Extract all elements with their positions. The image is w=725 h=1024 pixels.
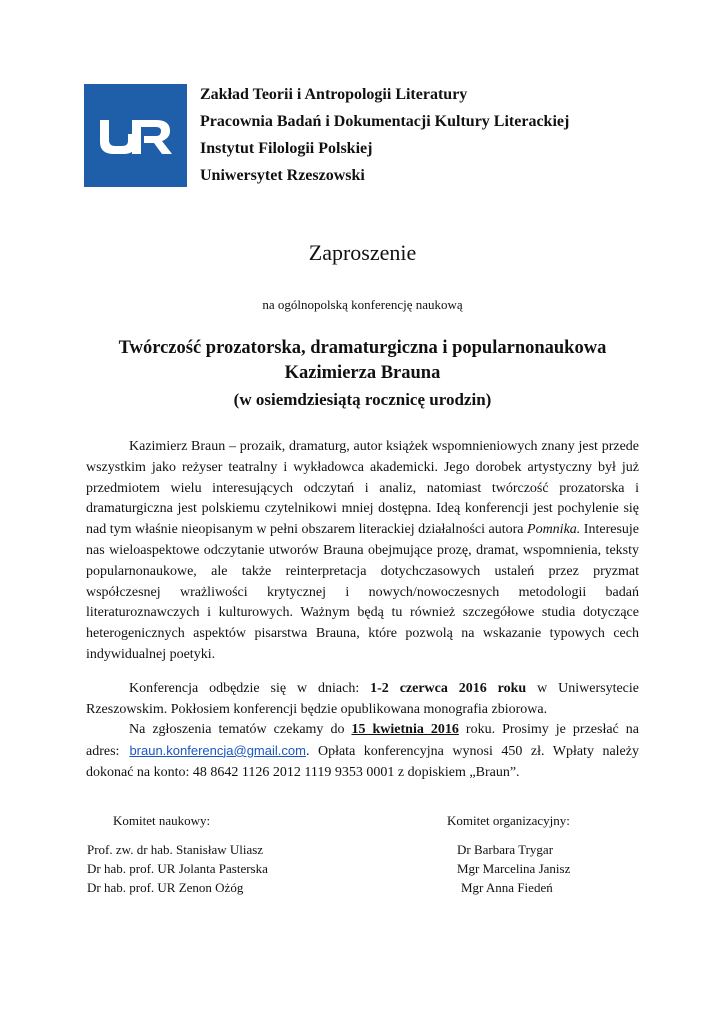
conference-date: 1-2 czerwca 2016 roku (370, 681, 527, 696)
date-text-before: Konferencja odbędzie się w dniach: (129, 681, 360, 696)
email-link[interactable]: braun.konferencja@gmail.com (129, 742, 306, 758)
organizing-member: Mgr Marcelina Janisz (457, 861, 571, 876)
intro-text-1: Kazimierz Braun – prozaik, dramaturg, autor książek wspomnieniowych znany jest przede wszystkim jako reżyser teatralny i wykładowca akademicki. Jego dorobek artystyczny był już przedmiotem wielu interesujących odczytań i analiz, natomiast twórczość prozatorska i dramaturgiczna jest polskiemu czytelnikowi mniej dostępna. Ideą konferencji jest pochylenie się nad tym właśnie nieopisanym w pełni obszarem literackiej działalności autora (86, 439, 639, 538)
conference-title-line-2: Kazimierza Brauna (284, 363, 441, 383)
scientific-committee-heading: Komitet naukowy: (113, 813, 211, 828)
submission-deadline: 15 kwietnia 2016 (351, 722, 459, 737)
date-text-after: w Uniwersytecie Rzeszowskim. Pokłosiem konferencji będzie opublikowana monografia zbiorowa. (86, 681, 639, 717)
ur-logo-icon (84, 84, 187, 187)
conference-title-line-3: (w osiemdziesiątą rocznicę urodzin) (233, 390, 492, 409)
institution-line-3: Instytut Filologii Polskiej (200, 140, 373, 157)
organizing-member: Dr Barbara Trygar (457, 842, 554, 857)
organizing-member: Mgr Anna Fiedeń (461, 880, 553, 895)
pomnika-title: Pomnika. (527, 522, 581, 538)
institution-line-4: Uniwersytet Rzeszowski (200, 167, 365, 184)
institution-line-1: Zakład Teorii i Antropologii Literatury (200, 86, 468, 103)
institution-line-2: Pracownia Badań i Dokumentacji Kultury Literackiej (200, 113, 570, 130)
scientific-member: Dr hab. prof. UR Jolanta Pasterska (87, 861, 268, 876)
organizing-committee-heading: Komitet organizacyjny: (447, 813, 570, 828)
intro-paragraph (86, 437, 639, 666)
date-paragraph (86, 679, 639, 721)
conference-title-line-1: Twórczość prozatorska, dramaturgiczna i popularnonaukowa (118, 338, 607, 358)
scientific-member: Dr hab. prof. UR Zenon Ożóg (87, 880, 244, 895)
page-title: Zaproszenie (308, 240, 417, 265)
submission-paragraph (86, 720, 639, 783)
university-logo (84, 84, 187, 187)
submission-text-after: . Opłata konferencyjna wynosi 450 zł. Wpłaty należy dokonać na konto: 48 8642 1126 2012 1119 9353 0001 z dopiskiem „Braun”. (86, 743, 639, 780)
scientific-member: Prof. zw. dr hab. Stanisław Uliasz (87, 842, 264, 857)
intro-text-2: Interesuje nas wieloaspektowe odczytanie utworów Brauna obejmujące prozę, dramat, wspomnienia, teksty popularnonaukowe, ale także reinterpretacja dotychczasowych ustaleń przez pryzmat współczesnej wrażliwości krytycznej i nowych/nowoczesnych metodologii badań literaturoznawczych i kulturowych. Ważnym będą tu również szczegółowe studia dotyczące heterogenicznych aspektów pisarstwa Brauna, które pozwolą na wskazanie typowych cech indywidualnej poetyki. (86, 522, 639, 662)
submission-text-middle: roku. Prosimy je przesłać na adres: (86, 722, 640, 759)
submission-text-before: Na zgłoszenia tematów czekamy do (129, 722, 345, 737)
subtitle: na ogólnopolską konferencję naukową (262, 297, 463, 312)
